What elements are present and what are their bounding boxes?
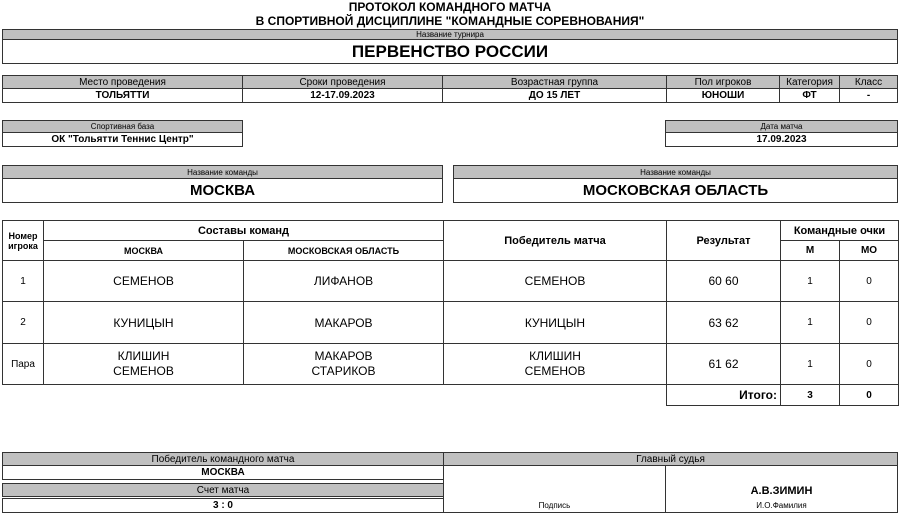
dates-value: 12-17.09.2023 [242, 88, 443, 103]
venue-city-label: Место проведения [2, 75, 243, 89]
team-a-pair-player1: КЛИШИН [117, 349, 170, 363]
team-a-pair-player2: СЕМЕНОВ [113, 364, 174, 378]
pair-winner-player2: СЕМЕНОВ [524, 364, 586, 378]
team-b-header: МОСКОВСКАЯ ОБЛАСТЬ [244, 241, 444, 261]
judge-name: А.В.ЗИМИН [750, 485, 813, 497]
team-a-player: СЕМЕНОВ [44, 261, 244, 302]
category-value: ФТ [779, 88, 840, 103]
team-b-pair-player1: МАКАРОВ [314, 349, 373, 363]
team-a-header: МОСКВА [44, 241, 244, 261]
matches-table [2, 220, 899, 406]
match-winner: КУНИЦЫН [444, 302, 667, 344]
signature-box [443, 465, 666, 513]
winner-header: Победитель матча [444, 221, 667, 261]
age-group-label: Возрастная группа [442, 75, 667, 89]
points-m: 1 [781, 261, 840, 302]
points-mo: 0 [840, 344, 899, 385]
age-group-value: ДО 15 ЛЕТ [442, 88, 667, 103]
team-b-name: МОСКОВСКАЯ ОБЛАСТЬ [453, 178, 898, 203]
match-date-label: Дата матча [665, 120, 898, 133]
team-b-pair-player2: СТАРИКОВ [311, 364, 376, 378]
chief-judge-label: Главный судья [443, 452, 898, 466]
sports-base-label: Спортивная база [2, 120, 243, 133]
protocol-title-line2: В СПОРТИВНОЙ ДИСЦИПЛИНЕ "КОМАНДНЫЕ СОРЕВНОВАНИЯ" [255, 14, 645, 28]
team-a-label: Название команды [2, 165, 443, 179]
venue-city-value: ТОЛЬЯТТИ [2, 88, 243, 103]
table-row [3, 261, 899, 302]
info-table [2, 75, 898, 103]
category-label: Категория [779, 75, 840, 89]
team-b-label: Название команды [453, 165, 898, 179]
gender-label: Пол игроков [666, 75, 780, 89]
team-b-player: ЛИФАНОВ [244, 261, 444, 302]
judge-name-caption: И.О.Фамилия [756, 501, 807, 510]
player-number: Пара [3, 344, 44, 385]
team-b-pair [244, 344, 444, 385]
points-m: 1 [781, 344, 840, 385]
total-m: 3 [781, 385, 840, 406]
match-date-value: 17.09.2023 [665, 132, 898, 147]
match-result: 63 62 [667, 302, 781, 344]
player-number: 2 [3, 302, 44, 344]
table-row [3, 302, 899, 344]
player-number: 1 [3, 261, 44, 302]
dates-label: Сроки проведения [242, 75, 443, 89]
class-label: Класс [839, 75, 898, 89]
mo-header: МО [840, 241, 899, 261]
total-mo: 0 [840, 385, 899, 406]
rosters-header: Составы команд [44, 221, 444, 241]
team-b-player: МАКАРОВ [244, 302, 444, 344]
m-header: М [781, 241, 840, 261]
match-score-value: 3 : 0 [2, 498, 444, 513]
match-winner: СЕМЕНОВ [444, 261, 667, 302]
team-winner-value: МОСКВА [2, 465, 444, 480]
class-value: - [839, 88, 898, 103]
tournament-name: ПЕРВЕНСТВО РОССИИ [2, 39, 898, 64]
pair-winner-player1: КЛИШИН [529, 349, 581, 363]
points-m: 1 [781, 302, 840, 344]
team-a-name: МОСКВА [2, 178, 443, 203]
sports-base-value: ОК "Тольятти Теннис Центр" [2, 132, 243, 147]
match-result: 60 60 [667, 261, 781, 302]
result-header: Результат [667, 221, 781, 261]
team-a-player: КУНИЦЫН [44, 302, 244, 344]
table-row [3, 344, 899, 385]
match-score-label: Счет матча [2, 483, 444, 497]
points-mo: 0 [840, 302, 899, 344]
gender-value: ЮНОШИ [666, 88, 780, 103]
protocol-title-line1: ПРОТОКОЛ КОМАНДНОГО МАТЧА [348, 0, 552, 14]
player-number-header: Номер игрока [3, 221, 44, 261]
tournament-label: Название турнира [2, 29, 898, 40]
total-label: Итого: [667, 385, 781, 406]
pair-winner [444, 344, 667, 385]
points-mo: 0 [840, 261, 899, 302]
signature-label: Подпись [538, 501, 571, 510]
team-a-pair [44, 344, 244, 385]
team-winner-label: Победитель командного матча [2, 452, 444, 466]
team-points-header: Командные очки [781, 221, 899, 241]
judge-name-box [665, 465, 898, 513]
match-result: 61 62 [667, 344, 781, 385]
